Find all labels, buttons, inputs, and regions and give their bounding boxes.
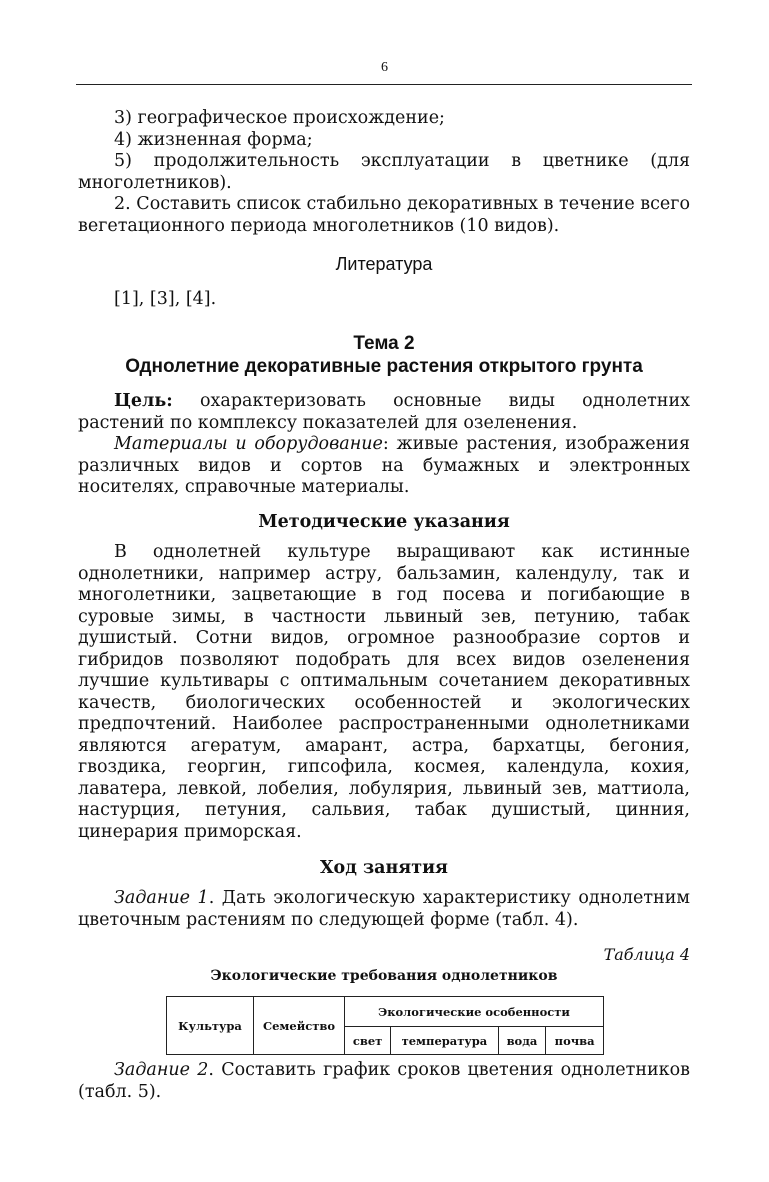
lesson-heading: Ход занятия <box>319 858 448 878</box>
table-header-ecological: Экологические особенности <box>345 997 604 1027</box>
topic-number: Тема 2 <box>353 333 415 354</box>
topic-title: Однолетние декоративные растения открытого грунта <box>125 356 643 377</box>
page-number: 6 <box>381 60 388 75</box>
materials-text: : живые растения, изображения различных видов и сортов на бумажных и электронных носителях, справочные материалы. <box>78 434 690 497</box>
table-4-label: Таблица 4 <box>603 945 690 964</box>
criteria-list <box>78 108 690 237</box>
list-item: 5) продолжительность эксплуатации в цветнике (для многолетников). <box>78 151 690 193</box>
task-1-text: . Дать экологическую характеристику однолетним цветочным растениям по следующей форме (табл. 4). <box>78 888 690 930</box>
methodical-section <box>78 542 690 843</box>
table-4 <box>166 996 604 1055</box>
reference-list: [1], [3], [4]. <box>114 289 217 309</box>
goal-text: охарактеризовать основные виды однолетних растений по комплексу показателей для озеленения. <box>78 391 690 433</box>
table-header-family: Семейство <box>254 997 345 1055</box>
table-subheader-temperature: температура <box>391 1027 498 1055</box>
task-1-paragraph <box>78 888 690 931</box>
literature-refs <box>78 289 690 311</box>
goal-label: Цель: <box>114 391 173 411</box>
task-2-paragraph <box>78 1060 690 1103</box>
materials-label: Материалы и оборудование <box>114 434 383 454</box>
goal-paragraph <box>78 391 690 434</box>
table-subheader-light: свет <box>345 1027 391 1055</box>
methodical-paragraph: В однолетней культуре выращивают как истинные однолетники, например астру, бальзамин, календулу, так и многолетники, зацветающие в год посева и погибающие в суровые зимы, в частности львиный зев, петунию, табак душистый. Сотни видов, огромное разнообразие сортов и гибридов позволяют подобрать для всех видов озеленения лучшие культивары с оптимальным сочетанием декоративных качеств, биологических особенностей и экологических предпочтений. Наиболее распространенными однолетниками являются агератум, амарант, астра, бархатцы, бегония, гвоздика, георгин, гипсофила, космея, календула, кохия, лаватера, левкой, лобелия, лобулярия, львиный зев, маттиола, настурция, петуния, сальвия, табак душистый, цинния, цинерария приморская. <box>78 542 690 842</box>
table-header-culture: Культура <box>167 997 254 1055</box>
list-item: 3) географическое происхождение; <box>114 108 445 128</box>
literature-heading: Литература <box>335 254 433 274</box>
list-item: 4) жизненная форма; <box>114 129 313 150</box>
task-2-text: . Составить график сроков цветения однолетников (табл. 5). <box>78 1060 690 1102</box>
methodical-heading: Методические указания <box>258 512 510 532</box>
materials-paragraph <box>78 434 690 499</box>
table-subheader-water: вода <box>498 1027 546 1055</box>
goal-section <box>78 391 690 499</box>
task-2-label: Задание 2 <box>114 1060 209 1080</box>
task-1-label: Задание 1 <box>114 888 209 908</box>
task-1 <box>78 888 690 931</box>
previous-task-2: 2. Составить список стабильно декоративных в течение всего вегетационного периода многолетников (10 видов). <box>78 194 690 236</box>
table-4-title: Экологические требования однолетников <box>210 968 558 984</box>
table-subheader-soil: почва <box>546 1027 604 1055</box>
task-2 <box>78 1060 690 1103</box>
header-rule <box>76 84 692 85</box>
